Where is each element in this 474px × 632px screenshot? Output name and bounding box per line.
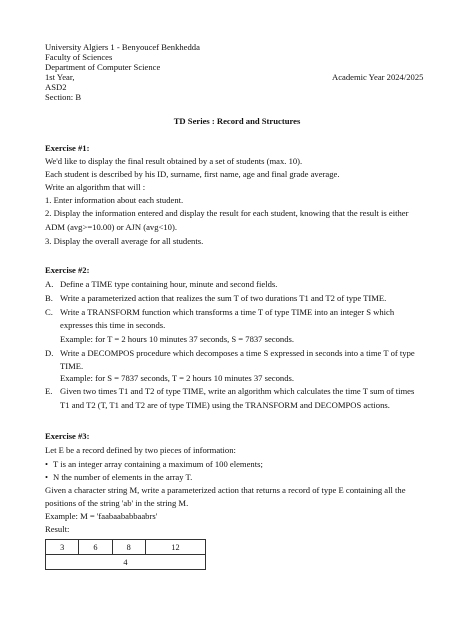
item-line: Write a TRANSFORM function which transforms a time T of type TIME into an integer S which xyxy=(60,307,395,317)
table-row xyxy=(46,555,206,570)
item-line: expresses this time in seconds. xyxy=(60,320,166,330)
university-name: University Algiers 1 - Benyoucef Benkhedda xyxy=(45,42,200,52)
item-line: Example: for S = 7837 seconds, T = 2 hours 10 minutes 37 seconds. xyxy=(60,373,294,383)
item-marker: A. xyxy=(45,279,54,289)
table-row xyxy=(46,540,206,555)
exercise-2-heading: Exercise #2: xyxy=(45,265,90,275)
item-line: TIME. xyxy=(60,361,84,371)
table-cell: 8 xyxy=(112,540,145,555)
exercise-1-line: 2. Display the information entered and display the result for each student, knowing that the result is either xyxy=(45,208,409,218)
exercise-3-intro: Let E be a record defined by two pieces of information: xyxy=(45,445,236,455)
item-marker: C. xyxy=(45,307,53,317)
exercise-1-line: We'd like to display the final result obtained by a set of students (max. 10). xyxy=(45,156,303,166)
exercise-1-line: ADM (avg>=10.00) or AJN (avg<10). xyxy=(45,222,177,232)
item-marker: D. xyxy=(45,348,54,358)
exercise-3-line: Result: xyxy=(45,524,70,534)
exercise-1-line: 1. Enter information about each student. xyxy=(45,195,184,205)
page-title: TD Series : Record and Structures xyxy=(173,116,301,126)
module-name: ASD2 xyxy=(45,82,67,92)
table-cell: 6 xyxy=(79,540,112,555)
bullet-text: T is an integer array containing a maximum of 100 elements; xyxy=(53,459,263,469)
department-name: Department of Computer Science xyxy=(45,62,161,72)
item-line: Write a parameterized action that realizes the sum T of two durations T1 and T2 of type TIME. xyxy=(60,293,387,303)
exercise-1-line: Write an algorithm that will : xyxy=(45,182,146,192)
result-table xyxy=(45,539,206,570)
exercise-3-line: positions of the string 'ab' in the string M. xyxy=(45,498,189,508)
faculty-name: Faculty of Sciences xyxy=(45,52,113,62)
exercise-1-line: 3. Display the overall average for all students. xyxy=(45,236,204,246)
exercise-1-heading: Exercise #1: xyxy=(45,143,90,153)
bullet-icon: • xyxy=(45,459,49,469)
item-line: T1 and T2 (T, T1 and T2 are of type TIME) using the TRANSFORM and DECOMPOS actions. xyxy=(60,400,390,410)
item-line: Example: for T = 2 hours 10 minutes 37 seconds, S = 7837 seconds. xyxy=(60,334,294,344)
exercise-3-heading: Exercise #3: xyxy=(45,431,90,441)
section-name: Section: B xyxy=(45,92,82,102)
table-cell: 3 xyxy=(46,540,79,555)
exercise-3-line: Example: M = 'faabaababbaabrs' xyxy=(45,511,158,521)
exercise-3-line: Given a character string M, write a parameterized action that returns a record of type E containing all the xyxy=(45,485,406,495)
item-marker: E. xyxy=(45,386,53,396)
bullet-icon: • xyxy=(45,472,49,482)
item-line: Given two times T1 and T2 of type TIME, write an algorithm which calculates the time T sum of times xyxy=(60,386,415,396)
table-cell: 12 xyxy=(145,540,205,555)
result-count-cell: 4 xyxy=(46,555,206,570)
item-marker: B. xyxy=(45,293,53,303)
exercise-1-line: Each student is described by his ID, surname, first name, age and final grade average. xyxy=(45,169,340,179)
item-line: Write a DECOMPOS procedure which decomposes a time S expressed in seconds into a time T of type xyxy=(60,348,415,358)
academic-year: Academic Year 2024/2025 xyxy=(332,72,424,82)
bullet-text: N the number of elements in the array T. xyxy=(53,472,193,482)
study-year: 1st Year, xyxy=(45,72,75,82)
item-line: Define a TIME type containing hour, minute and second fields. xyxy=(60,279,278,289)
